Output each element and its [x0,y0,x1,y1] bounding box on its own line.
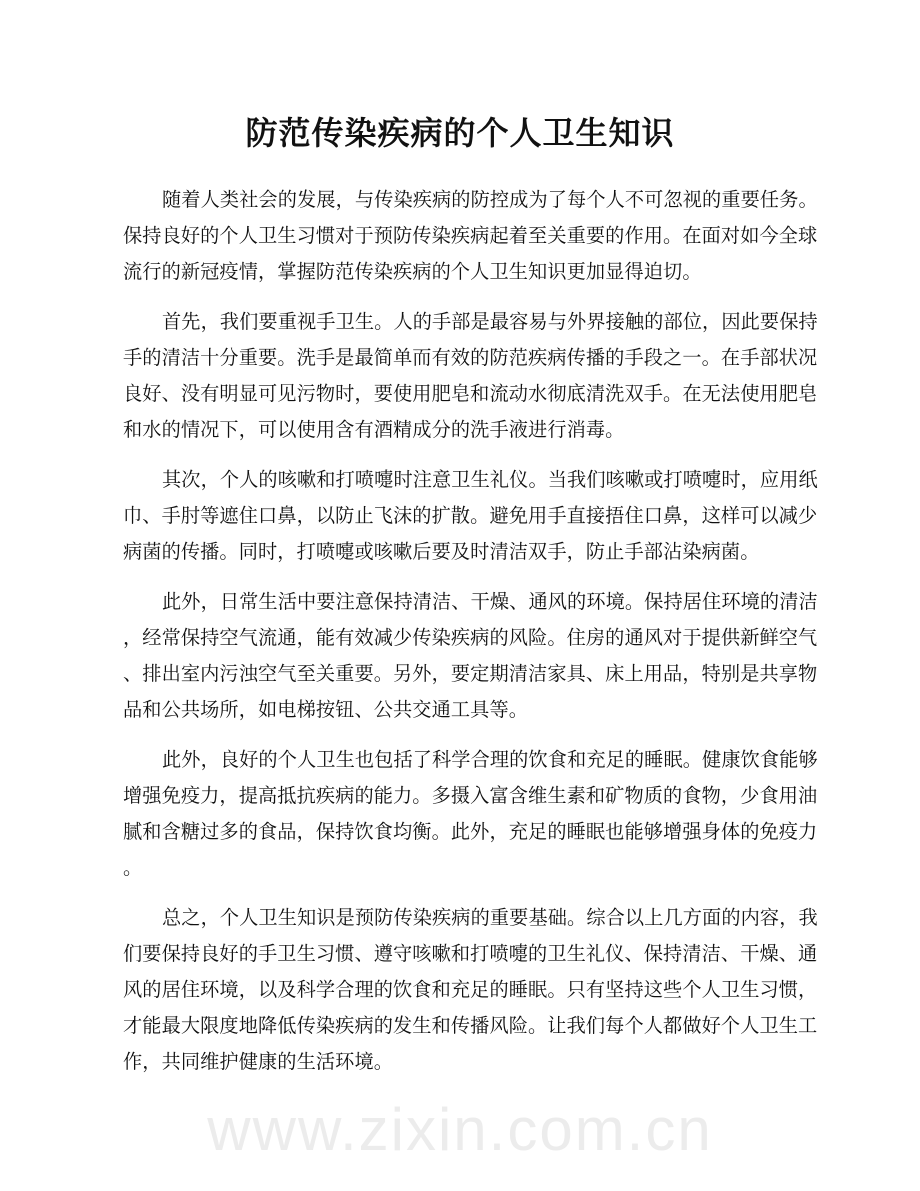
paragraph-line: 首先，我们要重视手卫生。人的手部是最容易与外界接触的部位，因此要保持 [162,310,818,333]
paragraph-line: 病菌的传播。同时，打喷嚏或咳嗽后要及时清洁双手，防止手部沾染病菌。 [123,540,760,563]
paragraph-line: 总之，个人卫生知识是预防传染疾病的重要基础。综合以上几方面的内容，我 [162,906,818,929]
paragraph [123,462,818,570]
paragraph-line: 品和公共场所，如电梯按钮、公共交通工具等。 [123,698,529,721]
paragraph-line: 良好、没有明显可见污物时，要使用肥皂和流动水彻底清洗双手。在无法使用肥皂 [123,382,818,405]
paragraph-line: 手的清洁十分重要。洗手是最简单而有效的防范疾病传播的手段之一。在手部状况 [123,346,818,369]
paragraph-line: 。 [123,856,143,879]
paragraph [123,584,818,728]
paragraph-line: 此外，日常生活中要注意保持清洁、干燥、通风的环境。保持居住环境的清洁 [162,590,818,613]
paragraph [123,900,818,1080]
paragraph-line: 保持良好的个人卫生习惯对于预防传染疾病起着至关重要的作用。在面对如今全球 [123,224,818,247]
paragraph [123,742,818,886]
paragraph-line: 其次，个人的咳嗽和打喷嚏时注意卫生礼仪。当我们咳嗽或打喷嚏时，应用纸 [162,468,818,491]
document-body [123,182,818,1094]
paragraph-line: 随着人类社会的发展，与传染疾病的防控成为了每个人不可忽视的重要任务。 [162,188,818,211]
watermark: www.zixin.com.cn [207,1096,713,1163]
paragraph-line: 此外，良好的个人卫生也包括了科学合理的饮食和充足的睡眠。健康饮食能够 [162,748,818,771]
paragraph [123,304,818,448]
paragraph-line: 流行的新冠疫情，掌握防范传染疾病的个人卫生知识更加显得迫切。 [123,260,702,283]
paragraph-line: 、排出室内污浊空气至关重要。另外，要定期清洁家具、床上用品，特别是共享物 [123,662,818,685]
paragraph-line: 作，共同维护健康的生活环境。 [123,1050,394,1073]
paragraph-line: 才能最大限度地降低传染疾病的发生和传播风险。让我们每个人都做好个人卫生工 [123,1014,818,1037]
paragraph-line: ，经常保持空气流通，能有效减少传染疾病的风险。住房的通风对于提供新鲜空气 [123,626,818,649]
paragraph-line: 风的居住环境，以及科学合理的饮食和充足的睡眠。只有坚持这些个人卫生习惯， [123,978,818,1001]
paragraph-line: 增强免疫力，提高抵抗疾病的能力。多摄入富含维生素和矿物质的食物，少食用油 [123,784,818,807]
document-title: 防范传染疾病的个人卫生知识 [245,114,675,152]
paragraph [123,182,818,290]
paragraph-line: 腻和含糖过多的食品，保持饮食均衡。此外，充足的睡眠也能够增强身体的免疫力 [123,820,818,843]
paragraph-line: 和水的情况下，可以使用含有酒精成分的洗手液进行消毒。 [123,418,625,441]
paragraph-line: 巾、手肘等遮住口鼻，以防止飞沫的扩散。避免用手直接捂住口鼻，这样可以减少 [123,504,818,527]
paragraph-line: 们要保持良好的手卫生习惯、遵守咳嗽和打喷嚏的卫生礼仪、保持清洁、干燥、通 [123,942,818,965]
